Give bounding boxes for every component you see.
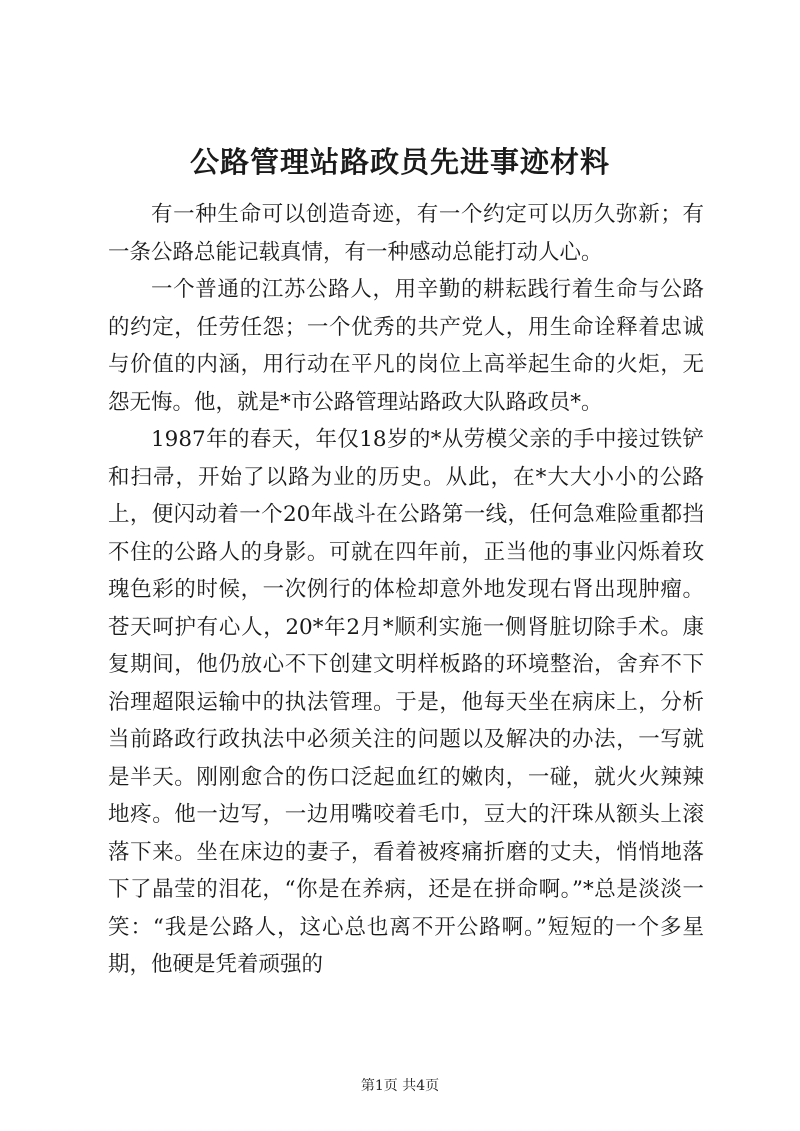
paragraph-2: 一个普通的江苏公路人，用辛勤的耕耘践行着生命与公路的约定，任劳任怨；一个优秀的共产党人，用生命诠释着忠诚与价值的内涵，用行动在平凡的岗位上高举起生命的火炬，无怨无悔。他，就是*市公路管理站路政大队路政员*。 [108, 277, 704, 415]
document-title: 公路管理站路政员先进事迹材料 [189, 145, 610, 179]
page-footer: 第1页 共4页 [360, 1078, 440, 1094]
document-body [108, 196, 704, 984]
paragraph-1: 有一种生命可以创造奇迹，有一个约定可以历久弥新；有一条公路总能记载真情，有一种感动总能打动人心。 [108, 202, 704, 265]
paragraph-3: 1987年的春天，年仅18岁的*从劳模父亲的手中接过铁铲和扫帚，开始了以路为业的历史。从此，在*大大小小的公路上，便闪动着一个20年战斗在公路第一线，任何急难险重都挡不住的公路人的身影。可就在四年前，正当他的事业闪烁着玫瑰色彩的时候，一次例行的体检却意外地发现右肾出现肿瘤。苍天呵护有心人，20*年2月*顺利实施一侧肾脏切除手术。康复期间，他仍放心不下创建文明样板路的环境整治，舍弃不下治理超限运输中的执法管理。于是，他每天坐在病床上，分析当前路政行政执法中必须关注的问题以及解决的办法，一写就是半天。刚刚愈合的伤口泛起血红的嫩肉，一碰，就火火辣辣地疼。他一边写，一边用嘴咬着毛巾，豆大的汗珠从额头上滚落下来。坐在床边的妻子，看着被疼痛折磨的丈夫，悄悄地落下了晶莹的泪花，“你是在养病，还是在拼命啊。”*总是淡淡一笑：“我是公路人，这心总也离不开公路啊。”短短的一个多星期，他硬是凭着顽强的 [108, 427, 704, 977]
